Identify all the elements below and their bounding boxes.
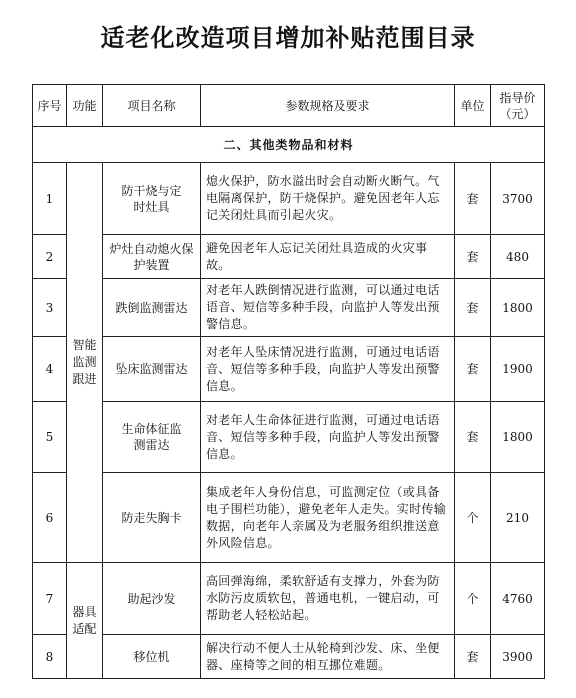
row-name bbox=[103, 235, 201, 279]
table-row bbox=[33, 279, 545, 337]
row-price: 3900 bbox=[491, 635, 545, 679]
row-name-text: 防干烧与定时灶具 bbox=[121, 183, 182, 214]
row-unit: 套 bbox=[455, 279, 491, 337]
table-row bbox=[33, 563, 545, 635]
row-name-text: 生命体征监测雷达 bbox=[121, 422, 182, 452]
row-name: 助起沙发 bbox=[103, 563, 201, 635]
table-row bbox=[33, 635, 545, 679]
header-func: 功能 bbox=[67, 85, 103, 127]
row-name bbox=[103, 402, 201, 473]
header-no: 序号 bbox=[33, 85, 67, 127]
category-cell bbox=[67, 563, 103, 679]
section-title: 二、其他类物品和材料 bbox=[33, 127, 545, 163]
row-spec: 避免因老年人忘记关闭灶具造成的火灾事故。 bbox=[201, 235, 455, 279]
row-name: 跌倒监测雷达 bbox=[103, 279, 201, 337]
row-name: 坠床监测雷达 bbox=[103, 337, 201, 402]
row-price: 1900 bbox=[491, 337, 545, 402]
row-unit: 套 bbox=[455, 402, 491, 473]
row-no: 8 bbox=[33, 635, 67, 679]
row-spec: 对老年人跌倒情况进行监测，可以通过电话语音、短信等多种手段，向监护人等发出预警信息。 bbox=[201, 279, 455, 337]
row-price: 210 bbox=[491, 473, 545, 563]
row-price: 1800 bbox=[491, 402, 545, 473]
row-no: 1 bbox=[33, 163, 67, 235]
header-price: 指导价 （元） bbox=[491, 85, 545, 127]
table-row bbox=[33, 473, 545, 563]
row-spec: 熄火保护，防水溢出时会自动断火断气。气电隔离保护，防干烧保护。避免因老年人忘记关闭灶具而引起火灾。 bbox=[201, 163, 455, 235]
header-name: 项目名称 bbox=[103, 85, 201, 127]
row-unit: 套 bbox=[455, 635, 491, 679]
header-row bbox=[33, 85, 545, 127]
row-unit: 个 bbox=[455, 473, 491, 563]
row-no: 5 bbox=[33, 402, 67, 473]
table-row bbox=[33, 235, 545, 279]
header-unit: 单位 bbox=[455, 85, 491, 127]
row-unit: 套 bbox=[455, 235, 491, 279]
table-row bbox=[33, 337, 545, 402]
section-row bbox=[33, 127, 545, 163]
row-name-text: 炉灶自动熄火保护装置 bbox=[109, 241, 194, 272]
row-no: 4 bbox=[33, 337, 67, 402]
category-label: 器具适配 bbox=[72, 604, 97, 636]
row-spec: 对老年人生命体征进行监测，可通过电话语音、短信等多种手段，向监护人等发出预警信息。 bbox=[201, 402, 455, 473]
row-no: 6 bbox=[33, 473, 67, 563]
row-price: 4760 bbox=[491, 563, 545, 635]
row-no: 2 bbox=[33, 235, 67, 279]
row-price: 3700 bbox=[491, 163, 545, 235]
row-spec: 集成老年人身份信息，可监测定位（或具备电子围栏功能），避免老年人走失。实时传输数据，向老年人亲属及为老服务组织推送意外风险信息。 bbox=[201, 473, 455, 563]
row-spec: 解决行动不便人士从轮椅到沙发、床、坐便器、座椅等之间的相互挪位难题。 bbox=[201, 635, 455, 679]
table-row bbox=[33, 402, 545, 473]
row-name bbox=[103, 163, 201, 235]
row-unit: 套 bbox=[455, 163, 491, 235]
row-spec: 高回弹海绵，柔软舒适有支撑力，外套为防水防污皮质软包，普通电机，一键启动，可帮助老人轻松站起。 bbox=[201, 563, 455, 635]
row-no: 7 bbox=[33, 563, 67, 635]
row-name: 移位机 bbox=[103, 635, 201, 679]
category-cell bbox=[67, 163, 103, 563]
row-spec: 对老年人坠床情况进行监测，可通过电话语音、短信等多种手段，向监护人等发出预警信息。 bbox=[201, 337, 455, 402]
subsidy-table bbox=[32, 84, 545, 679]
row-unit: 个 bbox=[455, 563, 491, 635]
row-no: 3 bbox=[33, 279, 67, 337]
table-row bbox=[33, 163, 545, 235]
row-name: 防走失胸卡 bbox=[103, 473, 201, 563]
header-spec: 参数规格及要求 bbox=[201, 85, 455, 127]
category-label: 智能监测跟进 bbox=[72, 338, 97, 386]
row-price: 1800 bbox=[491, 279, 545, 337]
row-price: 480 bbox=[491, 235, 545, 279]
row-unit: 套 bbox=[455, 337, 491, 402]
page-title: 适老化改造项目增加补贴范围目录 bbox=[100, 23, 476, 52]
